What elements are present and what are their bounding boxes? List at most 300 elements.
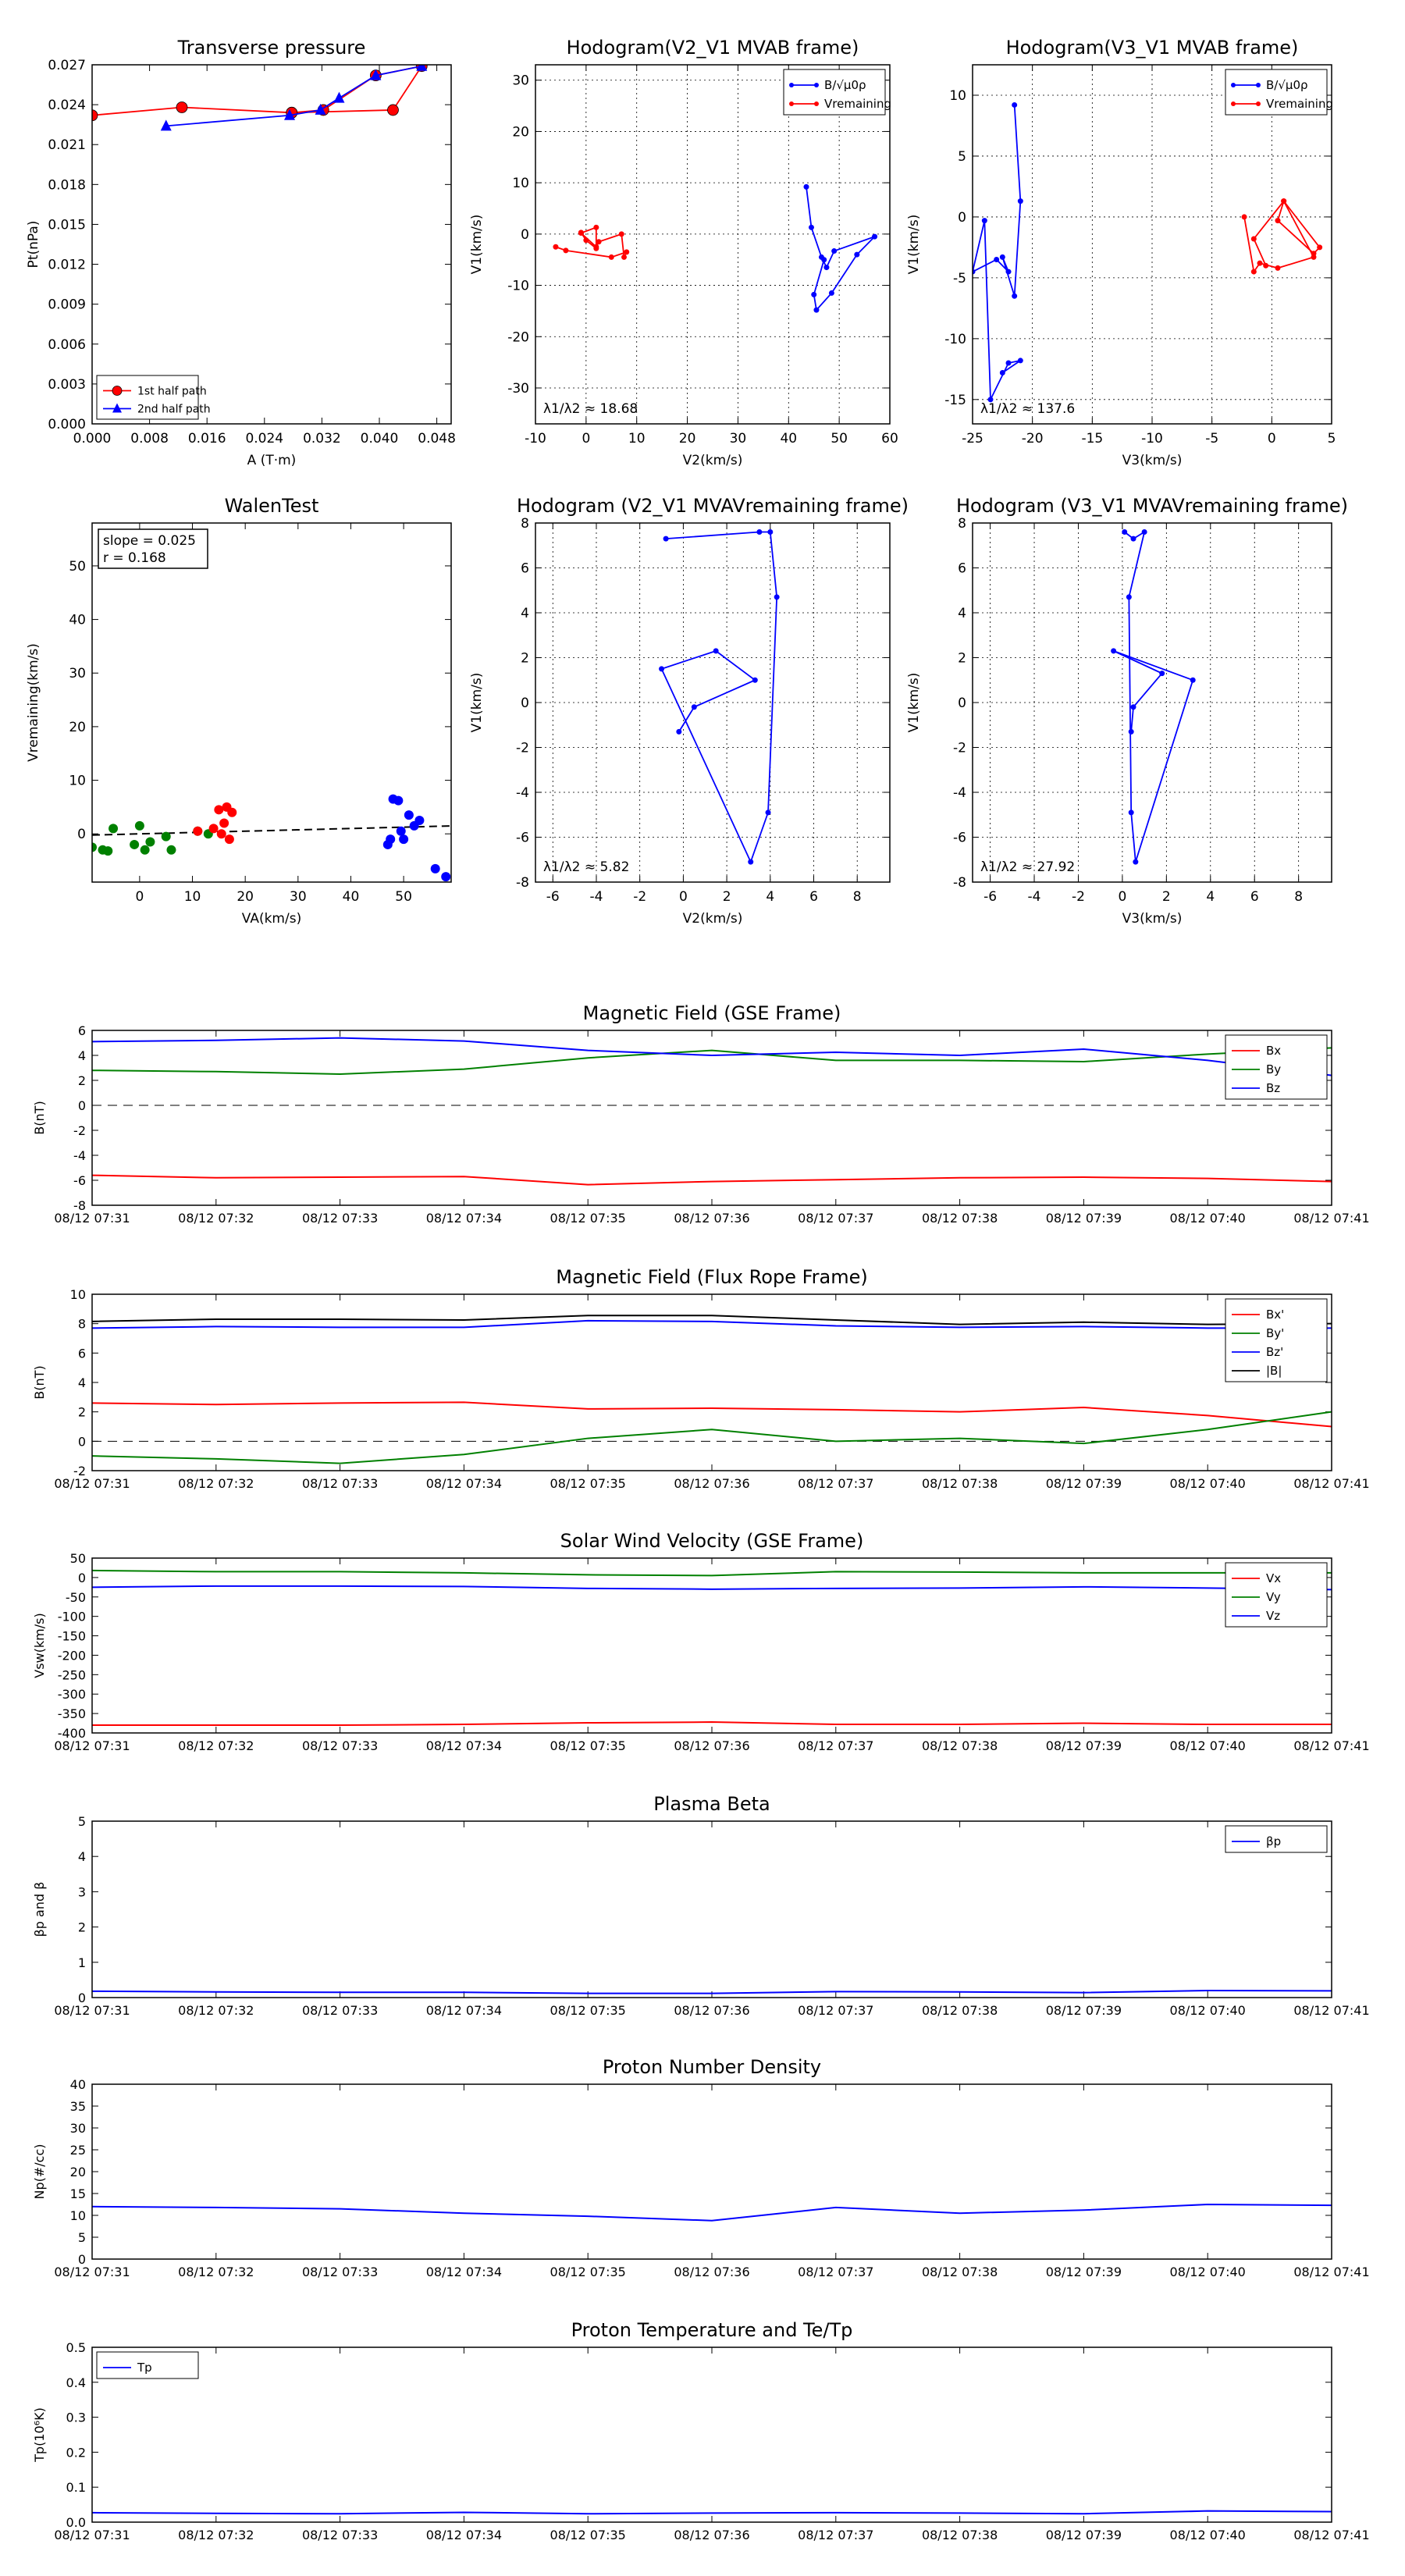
x-tick-label: 0.008 [130,431,169,447]
y-tick-label: 0.018 [48,177,86,194]
x-tick-label: 08/12 07:31 [54,2003,130,2018]
y-tick-label: 0.027 [48,58,86,73]
y-tick-label: 0.024 [48,98,86,114]
data-point [130,840,139,849]
eigen-ratio-annotation: λ1/λ2 ≈ 18.68 [543,401,638,417]
y-tick-label: -15 [944,392,966,408]
x-tick-label: 08/12 07:39 [1045,1211,1122,1226]
data-point [553,244,558,250]
data-point [1190,678,1196,683]
data-point [404,810,414,820]
data-point [583,237,589,243]
data-point [1251,236,1257,241]
proton-number-density-frame [92,2084,1332,2259]
series-line-Bx' [92,1402,1332,1426]
series-line-0 [662,532,777,863]
data-point [225,834,234,844]
data-point [193,827,202,836]
legend-entry: 1st half path [137,385,207,398]
x-tick-label: 08/12 07:35 [550,2003,626,2018]
x-tick-label: 08/12 07:33 [301,2003,379,2018]
y-tick-label: 6 [521,560,529,577]
x-tick-label: -4 [589,889,603,905]
x-tick-label: -5 [1205,431,1219,447]
y-tick-label: -10 [944,331,966,347]
data-point [1281,198,1286,204]
stats-text: r = 0.168 [103,550,166,566]
x-tick-label: 0.048 [418,431,456,447]
y-tick-label: 0 [521,696,529,711]
data-point [748,859,753,865]
series-line-0 [92,2204,1332,2221]
x-axis-label: V2(km/s) [682,911,743,927]
y-tick-label: 0.021 [48,137,86,154]
x-tick-label: 08/12 07:33 [301,1211,379,1226]
data-point [1012,294,1017,299]
hodogram-v3-v1-mvav [906,495,1348,927]
x-tick-label: 08/12 07:39 [1045,1738,1122,1753]
y-tick-label: 0.012 [48,257,86,273]
transverse-pressure-frame [92,65,451,424]
legend-entry: Vremaining [824,97,892,111]
y-tick-label: 30 [512,73,529,89]
data-point [621,254,627,260]
y-tick-label: 0.5 [66,2340,86,2355]
x-tick-label: -25 [962,431,984,447]
legend [1225,1563,1327,1627]
data-point [578,229,584,235]
x-tick-label: 4 [1206,889,1215,905]
y-tick-label: 8 [958,516,966,532]
x-tick-label: 08/12 07:35 [550,2528,626,2542]
x-tick-label: 08/12 07:40 [1169,2528,1246,2542]
y-tick-label: 6 [77,1346,86,1361]
x-tick-label: 08/12 07:38 [921,2003,998,2018]
y-tick-label: -250 [57,1667,86,1683]
x-tick-label: 08/12 07:36 [674,2528,750,2542]
x-tick-label: 08/12 07:39 [1045,2528,1122,2542]
x-tick-label: 08/12 07:38 [921,1476,998,1491]
y-tick-label: -2 [953,740,966,756]
y-tick-label: -300 [57,1687,86,1703]
solar-wind-velocity-frame [92,1558,1332,1733]
x-tick-label: 30 [729,431,747,447]
y-axis-label: V1(km/s) [906,214,922,275]
y-tick-label: 0 [77,1570,86,1585]
x-tick-label: 08/12 07:31 [54,2528,130,2542]
series-line-By [92,1048,1332,1074]
data-point [676,729,681,735]
proton-temperature [32,2319,1370,2542]
y-tick-label: 50 [69,1551,86,1566]
x-tick-label: 08/12 07:36 [674,2265,750,2279]
x-tick-label: 10 [628,431,646,447]
data-point [397,827,406,836]
y-tick-label: 10 [949,87,966,104]
series-line-Tp [92,2511,1332,2514]
data-point [1111,648,1116,653]
data-point [431,864,440,873]
x-tick-label: 08/12 07:33 [301,2265,379,2279]
data-point [145,838,155,847]
legend-marker [1231,83,1236,87]
y-tick-label: 0 [77,1098,86,1113]
data-point [1251,269,1257,275]
x-tick-label: 08/12 07:40 [1169,2003,1246,2018]
y-tick-label: 4 [77,1048,86,1063]
x-tick-label: 08/12 07:37 [798,2265,874,2279]
x-tick-label: 08/12 07:31 [54,2265,130,2279]
y-tick-label: -8 [953,875,966,891]
legend-entry: Vx [1266,1571,1282,1585]
y-tick-label: 0 [77,1434,86,1450]
data-point [1275,265,1281,271]
x-tick-label: -2 [633,889,647,905]
y-tick-label: 5 [958,148,966,165]
y-tick-label: 10 [69,1287,86,1302]
y-tick-label: 0.3 [66,2410,86,2425]
y-tick-label: 0.015 [48,217,86,233]
legend-marker [112,386,122,396]
data-point [1311,251,1317,256]
x-tick-label: 08/12 07:35 [550,1211,626,1226]
y-tick-label: 2 [77,1404,86,1420]
data-point [593,225,599,230]
x-axis-label: V2(km/s) [682,453,743,468]
data-point [393,796,403,806]
x-tick-label: 08/12 07:36 [674,1211,750,1226]
y-axis-label: Vremaining(km/s) [26,643,41,762]
y-tick-label: -10 [507,278,529,294]
magnetic-field-gse-frame [92,1030,1332,1205]
hodogram-v2-v1-mvav [469,495,909,927]
series-line-By' [92,1412,1332,1464]
data-point [1018,358,1023,363]
x-tick-label: 08/12 07:40 [1169,1476,1246,1491]
x-tick-label: 0.024 [245,431,284,447]
data-point [414,816,424,825]
x-axis-label: V3(km/s) [1122,911,1183,927]
data-point [166,845,176,855]
x-tick-label: 0 [135,889,144,905]
legend-entry: 2nd half path [137,403,211,416]
transverse-pressure [26,37,456,468]
x-tick-label: 0 [1118,889,1127,905]
data-point [1133,859,1138,865]
legend [1225,1299,1327,1382]
legend [1225,1035,1327,1099]
x-tick-label: 08/12 07:34 [425,2265,503,2279]
data-point [399,834,408,844]
y-tick-label: 2 [77,1073,86,1088]
eigen-ratio-annotation: λ1/λ2 ≈ 27.92 [980,859,1076,875]
y-tick-label: 40 [69,2077,86,2092]
x-tick-label: 08/12 07:41 [1293,2003,1370,2018]
data-point [1257,261,1263,266]
series-line-Bz [92,1038,1332,1076]
y-tick-label: 4 [521,606,529,621]
y-tick-label: -6 [953,830,966,846]
data-point [756,529,762,535]
legend-entry: Bz' [1266,1345,1284,1359]
y-tick-label: 20 [69,719,86,735]
legend-marker [1256,83,1261,87]
plot-area [87,795,451,882]
y-tick-label: 5 [77,1814,86,1829]
data-point [209,824,219,833]
y-tick-label: 15 [69,2186,86,2201]
y-tick-label: 30 [69,666,86,682]
hodogram-v2-v1-mvav-title: Hodogram (V2_V1 MVAVremaining frame) [516,495,909,517]
y-tick-label: 40 [69,612,86,628]
data-point [1000,254,1005,260]
proton-temperature-frame [92,2347,1332,2522]
data-point [162,832,171,841]
y-tick-label: -6 [516,830,529,846]
data-point [563,247,568,253]
x-tick-label: 0.000 [73,431,112,447]
data-point [1129,809,1134,815]
x-tick-label: 0.016 [187,431,226,447]
plot-area [553,184,877,313]
data-point [1275,218,1281,223]
y-axis-label: Vsw(km/s) [32,1613,47,1678]
legend-entry: B/√μ0ρ [1266,78,1308,92]
y-axis-label: Tp(10⁶K) [32,2407,47,2462]
y-tick-label: -2 [516,740,529,756]
x-tick-label: 08/12 07:32 [178,2265,254,2279]
data-point [135,821,144,831]
data-point [1131,704,1136,710]
x-tick-label: 08/12 07:37 [798,2528,874,2542]
x-tick-label: -4 [1027,889,1041,905]
x-axis-label: VA(km/s) [241,911,302,927]
data-point [1018,198,1023,204]
legend-entry: Vz [1266,1609,1281,1623]
y-tick-label: -6 [73,1173,86,1188]
legend [784,69,891,115]
data-point [386,834,395,844]
x-tick-label: 08/12 07:40 [1169,1738,1246,1753]
magnetic-field-gse [32,1002,1370,1226]
data-point [1006,361,1012,366]
legend-entry: Bx' [1266,1308,1285,1322]
series-line-1 [1244,201,1320,272]
eigen-ratio-annotation: λ1/λ2 ≈ 137.6 [980,401,1076,417]
eigen-ratio-annotation: λ1/λ2 ≈ 5.82 [543,859,630,875]
data-point [441,872,450,881]
y-tick-label: 2 [958,650,966,667]
y-axis-label: B(nT) [32,1365,47,1400]
x-tick-label: 10 [183,889,201,905]
legend [97,2352,198,2379]
data-point [140,845,150,855]
x-tick-label: 40 [342,889,360,905]
x-tick-label: 08/12 07:31 [54,1211,130,1226]
legend-marker [789,101,794,106]
data-point [713,648,719,653]
x-tick-label: -15 [1081,431,1104,447]
magnetic-field-flux-rope-title: Magnetic Field (Flux Rope Frame) [556,1266,868,1288]
data-point [227,808,237,817]
y-tick-label: 0.2 [66,2445,86,2460]
data-point [1159,671,1165,676]
legend-entry: |B| [1266,1364,1282,1378]
data-point [1126,594,1132,600]
x-tick-label: 08/12 07:37 [798,1738,874,1753]
x-tick-label: 50 [395,889,412,905]
data-point [1129,729,1134,735]
data-point [823,265,829,270]
y-tick-label: 0 [521,226,529,243]
walen-test [26,495,451,927]
x-tick-label: 08/12 07:41 [1293,2265,1370,2279]
y-tick-label: -4 [73,1148,86,1163]
x-tick-label: 8 [852,889,862,905]
x-tick-label: 08/12 07:32 [178,1211,254,1226]
y-tick-label: 4 [77,1375,86,1390]
data-point [659,666,664,671]
y-tick-label: -150 [57,1628,86,1644]
data-point [619,231,624,237]
x-tick-label: 08/12 07:32 [178,1738,254,1753]
data-point [1000,370,1005,375]
x-tick-label: -10 [1141,431,1163,447]
proton-number-density-title: Proton Number Density [602,2056,822,2078]
y-tick-label: 20 [69,2165,86,2179]
x-tick-label: 08/12 07:32 [178,1476,254,1491]
x-tick-label: 08/12 07:36 [674,1738,750,1753]
data-point [1122,529,1127,535]
y-tick-label: 0 [958,209,966,226]
hodogram-v3-v1-mvav-title: Hodogram (V3_V1 MVAVremaining frame) [955,495,1349,517]
x-tick-label: 08/12 07:38 [921,2528,998,2542]
y-tick-label: 6 [958,560,966,577]
proton-number-density [32,2056,1370,2279]
magnetic-field-gse-title: Magnetic Field (GSE Frame) [582,1002,841,1024]
x-tick-label: 08/12 07:41 [1293,1738,1370,1753]
walen-test-title: WalenTest [224,495,319,517]
y-tick-label: 0.009 [48,297,86,313]
x-tick-label: 08/12 07:34 [425,2528,503,2542]
y-tick-label: -200 [57,1648,86,1663]
y-tick-label: 0 [77,827,86,843]
x-tick-label: 08/12 07:39 [1045,2003,1122,2018]
x-tick-label: 08/12 07:40 [1169,1211,1246,1226]
y-tick-label: 0 [77,2252,86,2267]
x-axis-label: A (T·m) [247,453,297,468]
y-axis-label: Np(#/cc) [32,2144,47,2200]
series-line-Vx [92,1722,1332,1725]
x-tick-label: 08/12 07:35 [550,1476,626,1491]
data-point [1242,214,1247,219]
y-tick-label: 3 [77,1884,86,1900]
solar-wind-velocity [32,1530,1370,1753]
series-line-0 [973,105,1020,399]
legend-marker [1231,101,1236,106]
x-tick-label: 08/12 07:38 [921,1211,998,1226]
y-axis-label: V1(km/s) [469,214,485,275]
magnetic-field-flux-rope [32,1266,1370,1491]
y-axis-label: βp and β [32,1881,47,1937]
y-tick-label: 0.003 [48,376,86,393]
data-point [624,249,629,254]
y-tick-label: -8 [516,875,529,891]
y-tick-label: 0.000 [48,417,86,432]
x-tick-label: 08/12 07:38 [921,2265,998,2279]
x-tick-label: 08/12 07:36 [674,1476,750,1491]
y-tick-label: 0 [958,696,966,711]
y-tick-label: 10 [512,176,529,192]
data-point [829,290,834,296]
y-tick-label: -2 [73,1123,86,1138]
x-tick-label: 6 [809,889,818,905]
y-axis-label: Pt(nPa) [26,220,41,269]
data-point [387,105,398,116]
y-tick-label: 0.006 [48,336,86,353]
data-point [752,678,758,683]
x-tick-label: 08/12 07:36 [674,2003,750,2018]
y-tick-label: 4 [958,606,966,621]
data-point [831,248,837,254]
legend [1225,1826,1327,1852]
x-tick-label: 60 [881,431,898,447]
y-tick-label: 10 [69,2208,86,2223]
x-tick-label: 08/12 07:41 [1293,2528,1370,2542]
legend-entry: Tp [137,2361,152,2375]
legend-entry: Bx [1266,1044,1282,1058]
data-point [1131,536,1136,542]
plasma-beta-frame [92,1821,1332,1998]
y-tick-label: 0 [77,1991,86,2005]
hodogram-v2-v1-mvab-title: Hodogram(V2_V1 MVAB frame) [566,37,859,59]
y-axis-label: V1(km/s) [906,672,922,733]
data-point [854,252,859,258]
stats-text: slope = 0.025 [103,533,196,549]
legend-entry: By' [1266,1326,1285,1340]
legend [97,375,211,419]
x-tick-label: 08/12 07:41 [1293,1211,1370,1226]
plasma-beta-title: Plasma Beta [653,1793,770,1815]
y-tick-label: 2 [521,650,529,667]
data-point [219,818,229,827]
x-tick-label: 5 [1327,431,1336,447]
x-tick-label: 08/12 07:37 [798,2003,874,2018]
x-tick-label: 6 [1250,889,1259,905]
y-tick-label: 35 [69,2099,86,2114]
x-tick-label: 20 [237,889,254,905]
y-tick-label: 8 [521,516,529,532]
proton-temperature-title: Proton Temperature and Te/Tp [571,2319,853,2341]
legend-marker [1256,101,1261,106]
x-tick-label: -6 [984,889,998,905]
legend-entry: By [1266,1062,1282,1076]
x-tick-label: -20 [1021,431,1044,447]
y-tick-label: 0.4 [66,2375,86,2390]
data-point [1263,263,1268,269]
x-tick-label: 0 [582,431,591,447]
x-tick-label: 08/12 07:31 [54,1738,130,1753]
y-tick-label: 8 [77,1316,86,1332]
data-point [982,218,987,223]
legend-marker [814,101,819,106]
x-tick-label: 08/12 07:33 [301,1476,379,1491]
x-tick-label: 08/12 07:38 [921,1738,998,1753]
legend-entry: βp [1266,1834,1282,1848]
x-tick-label: 2 [722,889,731,905]
y-tick-label: -2 [73,1464,86,1478]
data-point [108,824,118,833]
